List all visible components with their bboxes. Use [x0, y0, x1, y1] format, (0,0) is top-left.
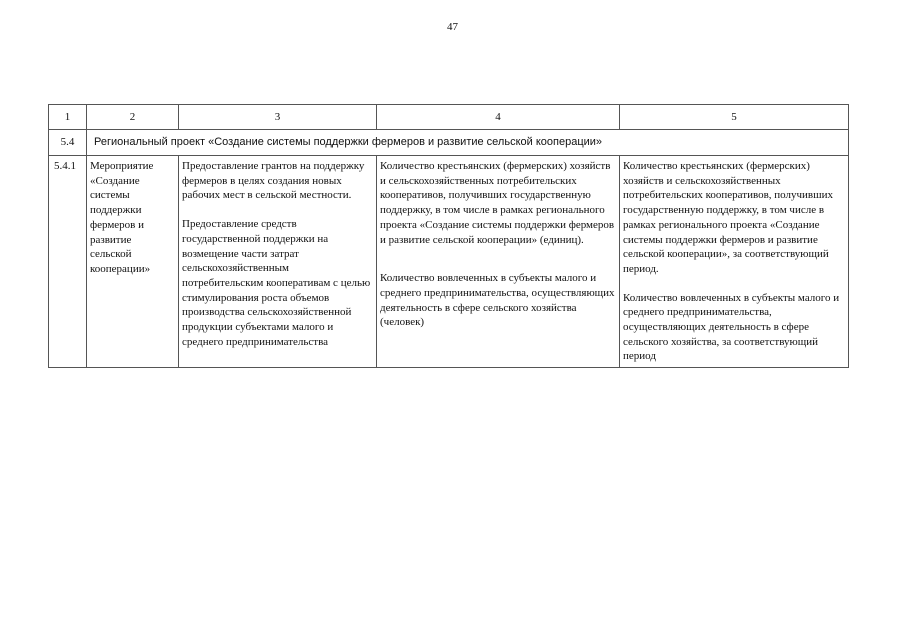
indicators-cell	[377, 156, 620, 368]
header-cell-5: 5	[620, 105, 849, 130]
paragraph-gap	[623, 277, 845, 291]
table-row	[49, 156, 849, 368]
measure-text-2: Предоставление средств государственной поддержки на возмещение части затрат сельскохозяйственным потребительским кооперативам с целью стимулирования роста объемов производства сельскохозяйственной продукции субъектами малого и среднего предпринимательства	[182, 218, 371, 348]
header-cell-4: 4	[377, 105, 620, 130]
row-number: 5.4.1	[49, 156, 87, 368]
program-table	[48, 104, 849, 368]
header-cell-2: 2	[87, 105, 179, 130]
result-text-1: Количество крестьянских (фермерских) хозяйств и сельскохозяйственных потребительских кооперативов, получивших государственную поддержку, в том числе в рамках регионального проекта «Создание системы поддержки фермеров и развитие сельской кооперации», за соответствующий период.	[623, 160, 833, 275]
indicator-text-2: Количество вовлеченных в субъекты малого и среднего предпринимательства, осуществляющих деятельность в сфере сельского хозяйства (человек)	[380, 272, 615, 329]
header-cell-1: 1	[49, 105, 87, 130]
section-row	[49, 130, 849, 156]
section-title: Региональный проект «Создание системы поддержки фермеров и развитие сельской кооперации»	[94, 136, 603, 149]
event-text: Мероприятие «Создание системы поддержки фермеров и развитие сельской кооперации»	[90, 160, 154, 275]
results-cell	[620, 156, 849, 368]
event-cell	[87, 156, 179, 368]
paragraph-gap	[380, 247, 616, 271]
section-title-cell	[87, 130, 849, 156]
header-row	[49, 105, 849, 130]
page-number: 47	[447, 21, 458, 33]
header-cell-3: 3	[179, 105, 377, 130]
measures-cell	[179, 156, 377, 368]
result-text-2: Количество вовлеченных в субъекты малого и среднего предпринимательства, осуществляющих деятельность в сфере сельского хозяйства, за соответствующий период	[623, 291, 840, 363]
section-number: 5.4	[49, 130, 87, 156]
paragraph-gap	[182, 203, 373, 217]
measure-text-1: Предоставление грантов на поддержку фермеров в целях создания новых рабочих мест в сельской местности.	[182, 160, 365, 202]
indicator-text-1: Количество крестьянских (фермерских) хозяйств и сельскохозяйственных потребительских кооперативов, получивших государственную поддержку, в том числе в рамках регионального проекта «Создание системы поддержки фермеров и развитие сельской кооперации» (единиц).	[380, 160, 615, 246]
